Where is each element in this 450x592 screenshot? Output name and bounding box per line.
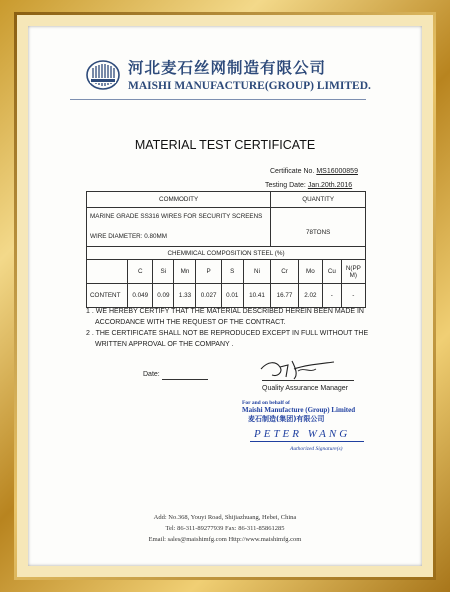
content-value: 0.049 [128, 284, 153, 308]
footer-tel-fax: Tel: 86-311-89277939 Fax: 86-311-85861285 [165, 525, 285, 532]
certificate-no-row [270, 168, 358, 175]
row-label: CONTENT [87, 284, 128, 308]
element-header: P [196, 260, 221, 284]
certificate-no-label: Certificate No. [270, 168, 315, 175]
page-title: MATERIAL TEST CERTIFICATE [134, 138, 316, 152]
note-2-line-2: WRITTEN APPROVAL OF THE COMPANY . [95, 341, 234, 348]
content-value: 2.02 [298, 284, 322, 308]
qa-manager-label: Quality Assurance Manager [262, 385, 348, 392]
note-1-line-1: 1 . WE HEREBY CERTIFY THAT THE MATERIAL DESCRIBED HEREIN BEEN MADE IN [86, 308, 364, 315]
footer-address: Add: No.368, Youyi Road, Shijiazhuang, Hebei, China [153, 514, 297, 521]
content-value: 16.77 [271, 284, 299, 308]
stamp-company-cn: 麦石制造(集团)有限公司 [248, 415, 325, 423]
content-value: 10.41 [243, 284, 271, 308]
note-2-line-1: 2 . THE CERTIFICATE SHALL NOT BE REPRODUCED EXCEPT IN FULL WITHOUT THE [86, 330, 369, 337]
content-value: 0.027 [196, 284, 221, 308]
element-header-blank [87, 260, 128, 284]
date-line [162, 379, 208, 380]
commodity-description: MARINE GRADE SS316 WIRES FOR SECURITY SCREENS [90, 213, 263, 220]
date-label: Date: [143, 371, 160, 378]
wire-diameter: WIRE DIAMETER: 0.80MM [90, 233, 167, 240]
stamp-signature-line [250, 441, 364, 442]
testing-date-row [265, 182, 352, 189]
element-header: N(PPM) [341, 260, 365, 284]
content-value: - [323, 284, 342, 308]
content-value: 0.09 [153, 284, 174, 308]
testing-date-label: Testing Date: [265, 182, 306, 189]
certificate-no-value: MS16000859 [316, 168, 358, 175]
composition-table [86, 191, 366, 308]
content-value: 0.01 [221, 284, 243, 308]
element-header: Cu [323, 260, 342, 284]
company-name-en: MAISHI MANUFACTURE(GROUP) LIMITED. [128, 80, 371, 92]
stamp-signature: PETER WANG [254, 428, 351, 440]
commodity-cell [87, 208, 271, 247]
header-divider [70, 99, 366, 100]
notes [86, 306, 368, 350]
stamp-authorized: Authorized Signature(s) [290, 446, 343, 452]
quantity-header: QUANTITY [271, 192, 366, 208]
element-header: S [221, 260, 243, 284]
content-value: - [341, 284, 365, 308]
testing-date-value: Jan.20th.2016 [307, 182, 353, 189]
quantity-value: 78TONS [271, 208, 366, 247]
element-header: Ni [243, 260, 271, 284]
commodity-header: COMMODITY [87, 192, 271, 208]
footer-email-web: Email: sales@maishimfg.com Http://www.maishimfg.com [148, 536, 302, 543]
qa-signature-line [262, 380, 354, 381]
company-stamp [242, 400, 372, 452]
stamp-company-en: Maishi Manufacture (Group) Limited [242, 406, 356, 414]
element-header: Mn [174, 260, 196, 284]
element-header: Si [153, 260, 174, 284]
element-header: Cr [271, 260, 299, 284]
composition-header: CHEMMICAL COMPOSITION STEEL (%) [87, 247, 366, 260]
note-1-line-2: ACCORDANCE WITH THE REQUEST OF THE CONTRACT. [95, 319, 286, 326]
company-name-cn: 河北麦石丝网制造有限公司 [128, 58, 327, 77]
element-header: C [128, 260, 153, 284]
company-logo-icon [86, 58, 120, 92]
stamp-for-on-behalf: For and on behalf of [242, 400, 290, 406]
footer [0, 512, 450, 545]
element-header: Mo [298, 260, 322, 284]
stamp-signature-area [242, 426, 372, 446]
content-value: 1.33 [174, 284, 196, 308]
